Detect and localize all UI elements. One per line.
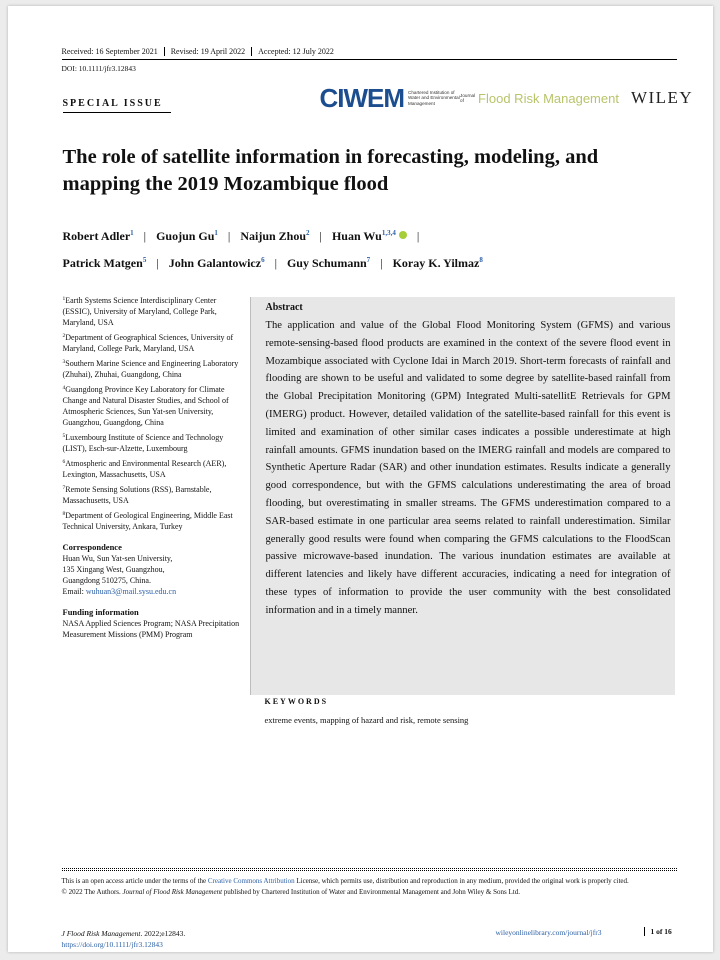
affiliation: $^2$Department of Geographical Sciences, University of Maryland, College Park, Maryland, USA: [62, 333, 234, 353]
doi: DOI: 10.1111/jfr3.12843: [61, 64, 136, 73]
author[interactable]: Naijun Zhou$^2$: [240, 229, 310, 243]
ciwem-logo: CIWEM: [319, 82, 405, 113]
author[interactable]: John Galantowicz$^6$: [168, 256, 265, 270]
sidebar-info: [63, 294, 243, 640]
ciwem-subtitle: Chartered Institution of Water and Environmental Management: [408, 89, 460, 106]
correspondence-line: Huan Wu, Sun Yat-sen University,: [62, 554, 173, 563]
received-date: Received: 16 September 2021: [61, 47, 158, 56]
author[interactable]: Guy Schumann$^7$: [286, 256, 371, 270]
abstract-title: Abstract: [265, 302, 303, 313]
article-title: The role of satellite information in forecasting, modeling, and mapping the 2019 Mozambique flood: [62, 146, 599, 195]
special-issue-rule: [63, 112, 171, 113]
revised-date: Revised: 19 April 2022: [164, 47, 251, 56]
affiliation: $^1$Earth Systems Science Interdisciplinary Center (ESSIC), University of Maryland, College Park, Maryland, USA: [62, 296, 217, 327]
affiliation: $^7$Remote Sensing Solutions (RSS), Barnstable, Massachusetts, USA: [62, 485, 212, 505]
journal-logo-small: Journal of: [460, 93, 476, 103]
abstract-box: [250, 297, 675, 695]
correspondence-email-line: Email: wuhuan3@mail.sysu.edu.cn: [62, 587, 177, 596]
author[interactable]: Huan Wu$^{1,3,4}$: [332, 229, 407, 243]
affiliation: $^4$Guangdong Province Key Laboratory for Climate Change and Natural Disaster Studies, and School of Atmospheric Sciences, Sun Yat-sen University, Guangzhou, Guangdong, China: [62, 385, 229, 427]
paper-page: [8, 6, 713, 952]
abstract-text: The application and value of the Global Flood Monitoring System (GFMS) and various remote-sensing-based flood products are examined in the context of the severe flood event in Mozambique associated with Cyclone Idai in March 2019. Short-term forecasts of rainfall and flooding are shown to be useful and validated to some degree by satellite-based rainfall from the Global Precipitation Monitoring (GPM) Integrated Multi-satellitE Retrievals for GPM (IMERG) product. However, detailed validation of the satellite-based rainfall for this event is limited and examination of other similar cases indicates a possible underestimate at high rainfall amounts. GFMS inundation based on the IMERG rainfall and models are compared to Synthetic Aperture Radar (SAR) and other inundation estimates. Results indicate a generally good correspondence, but with the GFMS calculations underestimating the area of broad flooding, but overestimating in smaller streams. The GFMS underestimation compared to a SAR-based estimate in one particular area seems related to rainfall underestimation. Similar generally good results were found when comparing the GFMS calculations to the FloodScan passive microwave-based inundation. The various inundation estimates are available at different latencies and likely have different accuracies, indicating a need for integration of these types of information to provide the user community with the best consolidated information and in a timely manner.: [265, 320, 671, 616]
wiley-logo: WILEY: [630, 88, 694, 107]
author[interactable]: Guojun Gu$^1$: [156, 229, 218, 243]
journal-site-link[interactable]: wileyonlinelibrary.com/journal/jfr3: [495, 928, 602, 937]
special-issue-label: SPECIAL ISSUE: [62, 98, 163, 109]
cc-license-link[interactable]: Creative Commons Attribution: [207, 877, 295, 885]
footer-rule: [62, 868, 677, 869]
funding-text: NASA Applied Sciences Program; NASA Precipitation Measurement Missions (PMM) Program: [62, 619, 240, 639]
publisher-logos: [320, 83, 694, 113]
header-rule: [62, 59, 677, 60]
journal-logo-name: Flood Risk Management: [478, 90, 619, 106]
correspondence-line: Guangdong 510275, China.: [62, 576, 151, 585]
author[interactable]: Koray K. Yilmaz$^8$: [392, 256, 483, 270]
author[interactable]: Robert Adler$^1$: [62, 229, 134, 243]
correspondence-title: Correspondence: [62, 542, 122, 552]
citation: J Flood Risk Management. 2022;e12843. https://doi.org/10.1111/jfr3.12843: [61, 929, 186, 949]
keywords-title: KEYWORDS: [264, 697, 329, 706]
accepted-date: Accepted: 12 July 2022: [251, 47, 340, 56]
keywords-text: extreme events, mapping of hazard and risk, remote sensing: [264, 715, 469, 725]
author[interactable]: Patrick Matgen$^5$: [62, 256, 147, 270]
affiliation: $^3$Southern Marine Science and Engineering Laboratory (Zhuhai), Zhuhai, Guangdong, China: [62, 359, 239, 379]
author-list: Robert Adler$^1$ | Guojun Gu$^1$ | Naijun Zhou$^2$ | Huan Wu$^{1,3,4}$ | Patrick Matgen$^5$ | John Galantowicz$^6$ | Guy Schumann$^7$ | Koray K. Yilmaz$^8$: [62, 229, 483, 270]
page-number: 1 of 16: [644, 927, 672, 936]
affiliation: $^5$Luxembourg Institute of Science and Technology (LIST), Esch-sur-Alzette, Luxembourg: [62, 433, 224, 453]
doi-link[interactable]: https://doi.org/10.1111/jfr3.12843: [61, 940, 163, 949]
email-link[interactable]: wuhuan3@mail.sysu.edu.cn: [85, 587, 177, 596]
affiliation: $^8$Department of Geological Engineering, Middle East Technical University, Ankara, Turkey: [62, 511, 233, 531]
funding-title: Funding information: [62, 607, 139, 617]
correspondence-line: 135 Xingang West, Guangzhou,: [62, 565, 165, 574]
article-dates: [62, 47, 340, 56]
journal-logo: [460, 91, 619, 106]
affiliation: $^6$Atmospheric and Environmental Research (AER), Lexington, Massachusetts, USA: [62, 459, 227, 479]
footer-rule: [62, 870, 677, 871]
license-notice: This is an open access article under the terms of the Creative Commons Attribution License, which permits use, distribution and reproduction in any medium, provided the original work is properly cited. © 2022 The Authors. Journal of Flood Risk Management published by Chartered Institution of Water and Environmental Management and John Wiley & Sons Ltd.: [61, 877, 629, 896]
orcid-icon[interactable]: [399, 231, 407, 239]
